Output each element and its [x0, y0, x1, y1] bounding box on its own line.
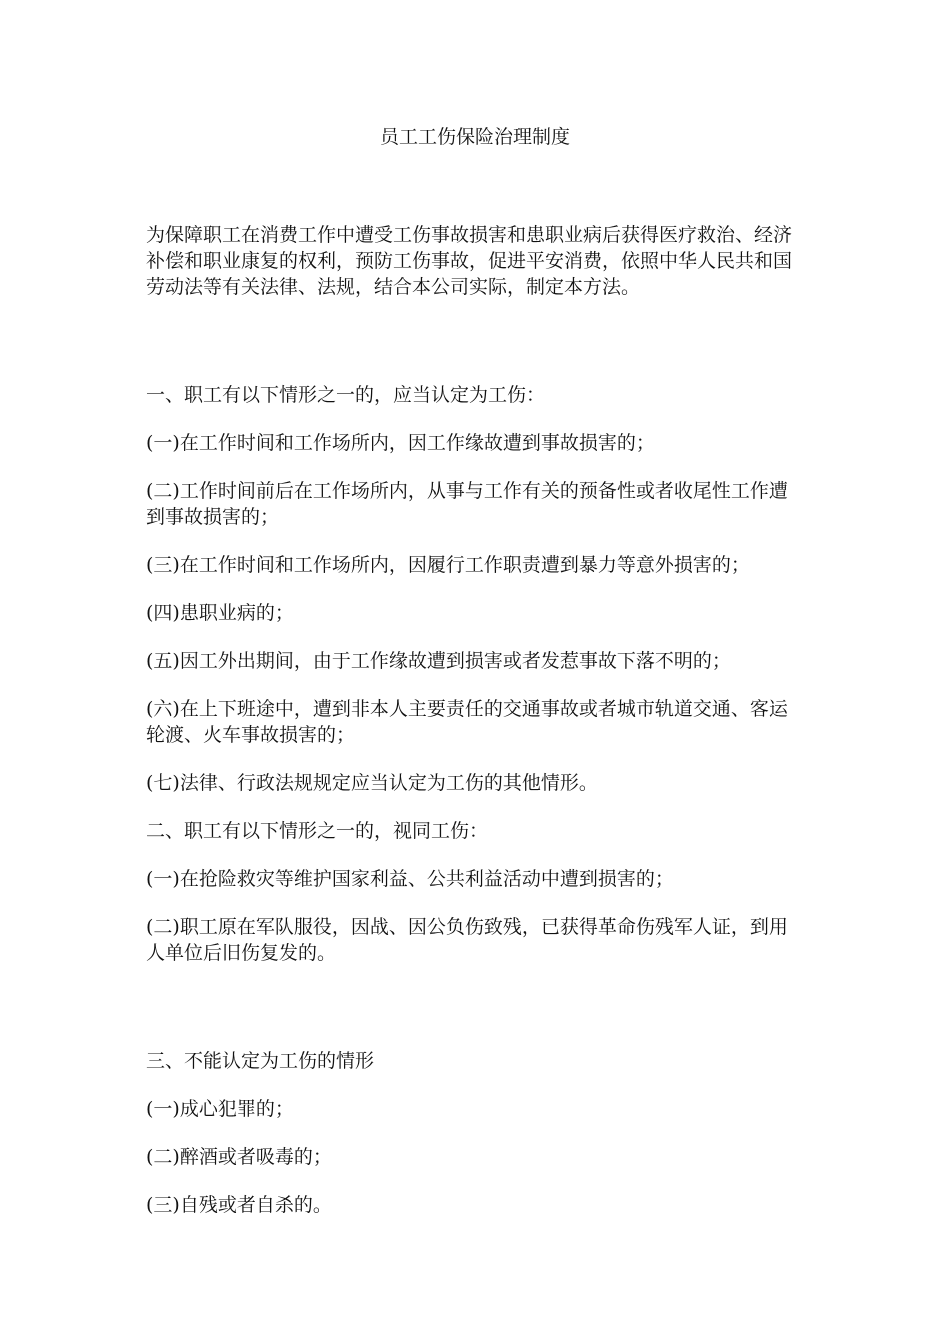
- document-body: [146, 222, 806, 1218]
- section1-item: (四)患职业病的；: [146, 602, 294, 624]
- section3-item: (一)成心犯罪的；: [146, 1098, 294, 1120]
- section1-heading: 一、职工有以下情形之一的，应当认定为工伤：: [146, 384, 546, 406]
- section3-item: (二)醉酒或者吸毒的；: [146, 1146, 332, 1168]
- section2-heading: 二、职工有以下情形之一的，视同工伤：: [146, 820, 489, 842]
- section2-item: (一)在抢险救灾等维护国家利益、公共利益活动中遭到损害的；: [146, 868, 674, 890]
- section1-item: (三)在工作时间和工作场所内，因履行工作职责遭到暴力等意外损害的；: [146, 554, 750, 576]
- section3-heading: 三、不能认定为工伤的情形: [146, 1050, 375, 1072]
- document-title: 员工工伤保险治理制度: [379, 126, 570, 148]
- section1-item: (七)法律、行政法规规定应当认定为工伤的其他情形。: [146, 772, 598, 794]
- section1-item: (一)在工作时间和工作场所内，因工作缘故遭到事故损害的；: [146, 432, 655, 454]
- section3-item: (三)自残或者自杀的。: [146, 1194, 332, 1216]
- section1-item: (六)在上下班途中，遭到非本人主要责任的交通事故或者城市轨道交通、客运轮渡、火车事故损害的；: [146, 698, 788, 746]
- section2-item: (二)职工原在军队服役，因战、因公负伤致残，已获得革命伤残军人证，到用人单位后旧伤复发的。: [146, 916, 788, 964]
- section1-item: (五)因工外出期间，由于工作缘故遭到损害或者发惹事故下落不明的；: [146, 650, 731, 672]
- section1-item: (二)工作时间前后在工作场所内，从事与工作有关的预备性或者收尾性工作遭到事故损害的；: [146, 480, 788, 528]
- intro-paragraph: 为保障职工在消费工作中遭受工伤事故损害和患职业病后获得医疗救治、经济补偿和职业康复的权利，预防工伤事故，促进平安消费，依照中华人民共和国劳动法等有关法律、法规，结合本公司实际，制定本方法。: [146, 224, 793, 298]
